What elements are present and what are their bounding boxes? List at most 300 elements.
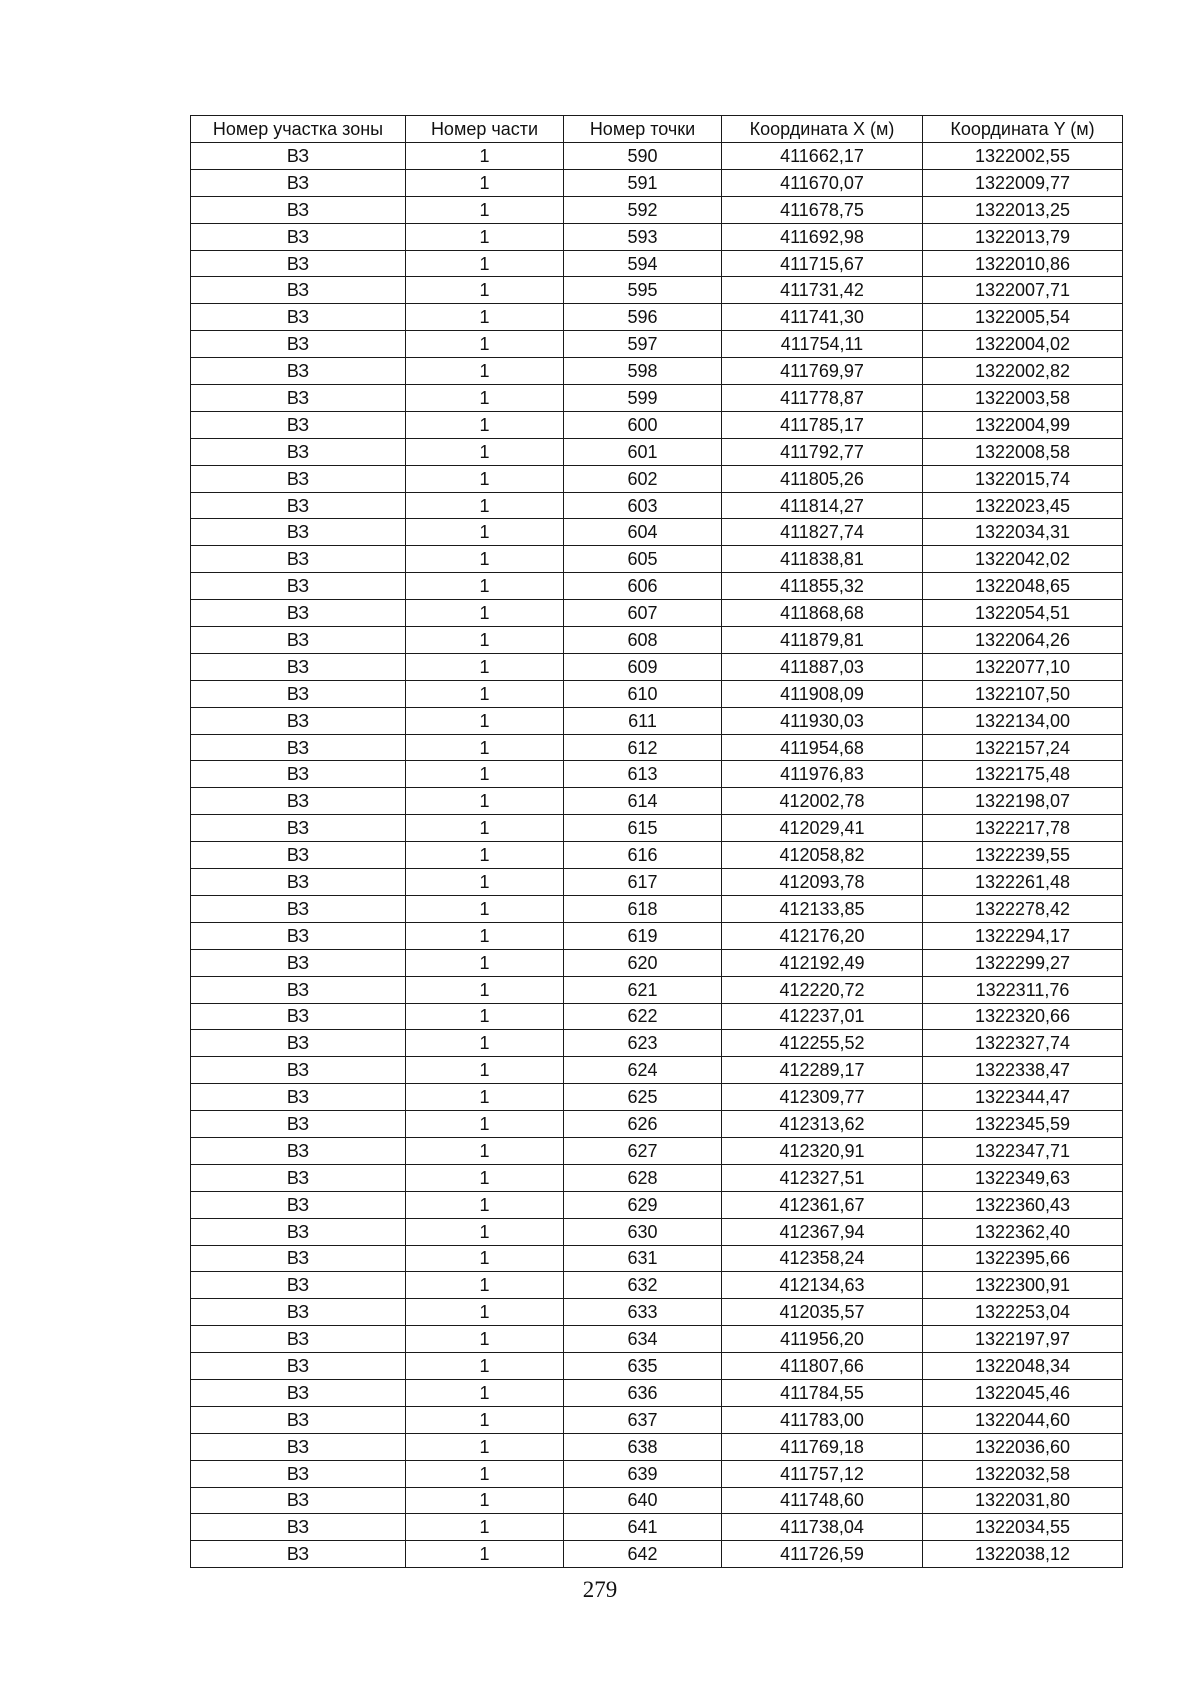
page-number: 279 — [582, 1577, 618, 1602]
point-number-cell: 609 — [564, 653, 722, 680]
coordinate-x-cell: 411731,42 — [722, 277, 923, 304]
part-number-cell: 1 — [406, 358, 564, 385]
coordinate-x-cell: 412367,94 — [722, 1218, 923, 1245]
zone-section-cell: ВЗ — [191, 815, 406, 842]
coordinate-x-cell: 412134,63 — [722, 1272, 923, 1299]
table-row — [191, 815, 1123, 842]
table-row — [191, 761, 1123, 788]
part-number-cell: 1 — [406, 1084, 564, 1111]
header-zone-section-number: Номер участка зоны — [191, 116, 406, 143]
part-number-cell: 1 — [406, 196, 564, 223]
coordinate-y-cell: 1322015,74 — [923, 465, 1123, 492]
table-row — [191, 1353, 1123, 1380]
zone-section-cell: ВЗ — [191, 1272, 406, 1299]
coordinate-x-cell: 411769,18 — [722, 1433, 923, 1460]
part-number-cell: 1 — [406, 815, 564, 842]
table-row — [191, 1514, 1123, 1541]
part-number-cell: 1 — [406, 707, 564, 734]
zone-section-cell: ВЗ — [191, 331, 406, 358]
zone-section-cell: ВЗ — [191, 949, 406, 976]
coordinates-table — [190, 115, 1123, 1568]
point-number-cell: 618 — [564, 895, 722, 922]
table-row — [191, 223, 1123, 250]
coordinate-x-cell: 411827,74 — [722, 519, 923, 546]
coordinate-y-cell: 1322261,48 — [923, 869, 1123, 896]
coordinate-x-cell: 411715,67 — [722, 250, 923, 277]
zone-section-cell: ВЗ — [191, 1111, 406, 1138]
coordinate-x-cell: 412313,62 — [722, 1111, 923, 1138]
point-number-cell: 597 — [564, 331, 722, 358]
point-number-cell: 611 — [564, 707, 722, 734]
table-row — [191, 1164, 1123, 1191]
table-row — [191, 196, 1123, 223]
coordinate-x-cell: 411930,03 — [722, 707, 923, 734]
coordinate-x-cell: 411769,97 — [722, 358, 923, 385]
zone-section-cell: ВЗ — [191, 546, 406, 573]
point-number-cell: 625 — [564, 1084, 722, 1111]
coordinate-x-cell: 411741,30 — [722, 304, 923, 331]
part-number-cell: 1 — [406, 385, 564, 412]
table-row — [191, 1057, 1123, 1084]
point-number-cell: 628 — [564, 1164, 722, 1191]
part-number-cell: 1 — [406, 1272, 564, 1299]
coordinate-y-cell: 1322157,24 — [923, 734, 1123, 761]
point-number-cell: 614 — [564, 788, 722, 815]
coordinate-y-cell: 1322239,55 — [923, 842, 1123, 869]
table-row — [191, 680, 1123, 707]
coordinate-x-cell: 412002,78 — [722, 788, 923, 815]
zone-section-cell: ВЗ — [191, 1460, 406, 1487]
coordinate-x-cell: 411805,26 — [722, 465, 923, 492]
part-number-cell: 1 — [406, 1245, 564, 1272]
coordinate-x-cell: 412058,82 — [722, 842, 923, 869]
table-row — [191, 707, 1123, 734]
coordinate-y-cell: 1322038,12 — [923, 1541, 1123, 1568]
header-coordinate-y: Координата Y (м) — [923, 116, 1123, 143]
coordinate-y-cell: 1322054,51 — [923, 600, 1123, 627]
table-row — [191, 842, 1123, 869]
point-number-cell: 623 — [564, 1030, 722, 1057]
table-row — [191, 438, 1123, 465]
part-number-cell: 1 — [406, 169, 564, 196]
zone-section-cell: ВЗ — [191, 680, 406, 707]
coordinate-x-cell: 412133,85 — [722, 895, 923, 922]
coordinate-y-cell: 1322013,79 — [923, 223, 1123, 250]
point-number-cell: 606 — [564, 573, 722, 600]
part-number-cell: 1 — [406, 1164, 564, 1191]
table-row — [191, 1084, 1123, 1111]
zone-section-cell: ВЗ — [191, 922, 406, 949]
coordinate-x-cell: 412309,77 — [722, 1084, 923, 1111]
part-number-cell: 1 — [406, 438, 564, 465]
point-number-cell: 591 — [564, 169, 722, 196]
coordinate-y-cell: 1322311,76 — [923, 976, 1123, 1003]
point-number-cell: 640 — [564, 1487, 722, 1514]
coordinate-x-cell: 412361,67 — [722, 1191, 923, 1218]
table-row — [191, 411, 1123, 438]
zone-section-cell: ВЗ — [191, 1514, 406, 1541]
part-number-cell: 1 — [406, 223, 564, 250]
table-row — [191, 358, 1123, 385]
zone-section-cell: ВЗ — [191, 1191, 406, 1218]
zone-section-cell: ВЗ — [191, 976, 406, 1003]
table-row — [191, 143, 1123, 170]
part-number-cell: 1 — [406, 1003, 564, 1030]
coordinate-y-cell: 1322064,26 — [923, 627, 1123, 654]
coordinate-x-cell: 411678,75 — [722, 196, 923, 223]
coordinate-x-cell: 411887,03 — [722, 653, 923, 680]
point-number-cell: 615 — [564, 815, 722, 842]
coordinate-y-cell: 1322013,25 — [923, 196, 1123, 223]
coordinate-x-cell: 412035,57 — [722, 1299, 923, 1326]
part-number-cell: 1 — [406, 895, 564, 922]
coordinate-y-cell: 1322005,54 — [923, 304, 1123, 331]
part-number-cell: 1 — [406, 304, 564, 331]
table-row — [191, 1245, 1123, 1272]
coordinate-y-cell: 1322004,99 — [923, 411, 1123, 438]
coordinate-y-cell: 1322036,60 — [923, 1433, 1123, 1460]
header-part-number: Номер части — [406, 116, 564, 143]
coordinate-y-cell: 1322023,45 — [923, 492, 1123, 519]
coordinate-y-cell: 1322045,46 — [923, 1379, 1123, 1406]
point-number-cell: 605 — [564, 546, 722, 573]
zone-section-cell: ВЗ — [191, 223, 406, 250]
zone-section-cell: ВЗ — [191, 895, 406, 922]
zone-section-cell: ВЗ — [191, 1433, 406, 1460]
table-row — [191, 1379, 1123, 1406]
table-row — [191, 277, 1123, 304]
coordinate-y-cell: 1322344,47 — [923, 1084, 1123, 1111]
part-number-cell: 1 — [406, 519, 564, 546]
zone-section-cell: ВЗ — [191, 653, 406, 680]
part-number-cell: 1 — [406, 331, 564, 358]
part-number-cell: 1 — [406, 1299, 564, 1326]
coordinate-y-cell: 1322010,86 — [923, 250, 1123, 277]
zone-section-cell: ВЗ — [191, 734, 406, 761]
part-number-cell: 1 — [406, 680, 564, 707]
coordinate-y-cell: 1322253,04 — [923, 1299, 1123, 1326]
table-row — [191, 1137, 1123, 1164]
table-row — [191, 1191, 1123, 1218]
coordinate-y-cell: 1322034,31 — [923, 519, 1123, 546]
coordinate-x-cell: 412176,20 — [722, 922, 923, 949]
table-row — [191, 1326, 1123, 1353]
zone-section-cell: ВЗ — [191, 1137, 406, 1164]
part-number-cell: 1 — [406, 1406, 564, 1433]
part-number-cell: 1 — [406, 922, 564, 949]
zone-section-cell: ВЗ — [191, 627, 406, 654]
zone-section-cell: ВЗ — [191, 358, 406, 385]
coordinate-x-cell: 411785,17 — [722, 411, 923, 438]
table-row — [191, 492, 1123, 519]
zone-section-cell: ВЗ — [191, 277, 406, 304]
coordinate-y-cell: 1322300,91 — [923, 1272, 1123, 1299]
coordinate-x-cell: 412220,72 — [722, 976, 923, 1003]
table-row — [191, 976, 1123, 1003]
coordinate-x-cell: 412192,49 — [722, 949, 923, 976]
zone-section-cell: ВЗ — [191, 869, 406, 896]
point-number-cell: 637 — [564, 1406, 722, 1433]
coordinate-x-cell: 411908,09 — [722, 680, 923, 707]
table-row — [191, 1487, 1123, 1514]
coordinate-y-cell: 1322042,02 — [923, 546, 1123, 573]
point-number-cell: 592 — [564, 196, 722, 223]
part-number-cell: 1 — [406, 411, 564, 438]
coordinate-x-cell: 411976,83 — [722, 761, 923, 788]
part-number-cell: 1 — [406, 1460, 564, 1487]
part-number-cell: 1 — [406, 600, 564, 627]
coordinate-x-cell: 411692,98 — [722, 223, 923, 250]
coordinate-y-cell: 1322197,97 — [923, 1326, 1123, 1353]
part-number-cell: 1 — [406, 1487, 564, 1514]
part-number-cell: 1 — [406, 1433, 564, 1460]
table-row — [191, 869, 1123, 896]
coordinate-x-cell: 411838,81 — [722, 546, 923, 573]
coordinate-y-cell: 1322294,17 — [923, 922, 1123, 949]
point-number-cell: 629 — [564, 1191, 722, 1218]
coordinate-y-cell: 1322004,02 — [923, 331, 1123, 358]
part-number-cell: 1 — [406, 1353, 564, 1380]
coordinate-x-cell: 411784,55 — [722, 1379, 923, 1406]
part-number-cell: 1 — [406, 573, 564, 600]
zone-section-cell: ВЗ — [191, 304, 406, 331]
point-number-cell: 627 — [564, 1137, 722, 1164]
coordinate-x-cell: 412029,41 — [722, 815, 923, 842]
coordinate-y-cell: 1322032,58 — [923, 1460, 1123, 1487]
point-number-cell: 631 — [564, 1245, 722, 1272]
coordinate-x-cell: 411670,07 — [722, 169, 923, 196]
coordinate-x-cell: 412255,52 — [722, 1030, 923, 1057]
zone-section-cell: ВЗ — [191, 438, 406, 465]
point-number-cell: 638 — [564, 1433, 722, 1460]
coordinate-y-cell: 1322044,60 — [923, 1406, 1123, 1433]
point-number-cell: 598 — [564, 358, 722, 385]
zone-section-cell: ВЗ — [191, 788, 406, 815]
point-number-cell: 608 — [564, 627, 722, 654]
part-number-cell: 1 — [406, 1541, 564, 1568]
coordinate-y-cell: 1322002,82 — [923, 358, 1123, 385]
zone-section-cell: ВЗ — [191, 1164, 406, 1191]
coordinate-x-cell: 411879,81 — [722, 627, 923, 654]
table-row — [191, 1272, 1123, 1299]
table-row — [191, 1460, 1123, 1487]
coordinate-y-cell: 1322175,48 — [923, 761, 1123, 788]
part-number-cell: 1 — [406, 976, 564, 1003]
coordinate-x-cell: 411814,27 — [722, 492, 923, 519]
table-row — [191, 169, 1123, 196]
part-number-cell: 1 — [406, 1111, 564, 1138]
document-sheet — [190, 115, 1122, 1568]
zone-section-cell: ВЗ — [191, 143, 406, 170]
table-row — [191, 304, 1123, 331]
zone-section-cell: ВЗ — [191, 1003, 406, 1030]
zone-section-cell: ВЗ — [191, 1245, 406, 1272]
coordinate-y-cell: 1322345,59 — [923, 1111, 1123, 1138]
coordinate-y-cell: 1322002,55 — [923, 143, 1123, 170]
coordinate-y-cell: 1322008,58 — [923, 438, 1123, 465]
coordinate-y-cell: 1322107,50 — [923, 680, 1123, 707]
point-number-cell: 626 — [564, 1111, 722, 1138]
coordinate-x-cell: 411954,68 — [722, 734, 923, 761]
coordinate-x-cell: 411726,59 — [722, 1541, 923, 1568]
zone-section-cell: ВЗ — [191, 1541, 406, 1568]
zone-section-cell: ВЗ — [191, 385, 406, 412]
coordinate-y-cell: 1322034,55 — [923, 1514, 1123, 1541]
coordinate-x-cell: 412093,78 — [722, 869, 923, 896]
coordinate-x-cell: 412320,91 — [722, 1137, 923, 1164]
point-number-cell: 635 — [564, 1353, 722, 1380]
table-row — [191, 949, 1123, 976]
table-row — [191, 788, 1123, 815]
coordinate-y-cell: 1322048,65 — [923, 573, 1123, 600]
zone-section-cell: ВЗ — [191, 1218, 406, 1245]
point-number-cell: 613 — [564, 761, 722, 788]
coordinate-y-cell: 1322003,58 — [923, 385, 1123, 412]
coordinate-y-cell: 1322299,27 — [923, 949, 1123, 976]
table-row — [191, 331, 1123, 358]
zone-section-cell: ВЗ — [191, 1030, 406, 1057]
table-row — [191, 1299, 1123, 1326]
zone-section-cell: ВЗ — [191, 761, 406, 788]
zone-section-cell: ВЗ — [191, 707, 406, 734]
point-number-cell: 634 — [564, 1326, 722, 1353]
point-number-cell: 595 — [564, 277, 722, 304]
table-row — [191, 385, 1123, 412]
coordinate-y-cell: 1322362,40 — [923, 1218, 1123, 1245]
zone-section-cell: ВЗ — [191, 519, 406, 546]
point-number-cell: 624 — [564, 1057, 722, 1084]
coordinate-x-cell: 412237,01 — [722, 1003, 923, 1030]
table-row — [191, 1111, 1123, 1138]
table-row — [191, 573, 1123, 600]
header-point-number: Номер точки — [564, 116, 722, 143]
coordinate-y-cell: 1322278,42 — [923, 895, 1123, 922]
part-number-cell: 1 — [406, 1379, 564, 1406]
coordinate-y-cell: 1322009,77 — [923, 169, 1123, 196]
part-number-cell: 1 — [406, 1137, 564, 1164]
part-number-cell: 1 — [406, 1030, 564, 1057]
coordinate-y-cell: 1322217,78 — [923, 815, 1123, 842]
point-number-cell: 630 — [564, 1218, 722, 1245]
coordinate-x-cell: 411754,11 — [722, 331, 923, 358]
coordinate-y-cell: 1322048,34 — [923, 1353, 1123, 1380]
point-number-cell: 600 — [564, 411, 722, 438]
table-row — [191, 1030, 1123, 1057]
table-row — [191, 600, 1123, 627]
table-row — [191, 1433, 1123, 1460]
zone-section-cell: ВЗ — [191, 411, 406, 438]
zone-section-cell: ВЗ — [191, 1487, 406, 1514]
part-number-cell: 1 — [406, 949, 564, 976]
part-number-cell: 1 — [406, 1514, 564, 1541]
coordinate-x-cell: 411855,32 — [722, 573, 923, 600]
zone-section-cell: ВЗ — [191, 573, 406, 600]
zone-section-cell: ВЗ — [191, 1057, 406, 1084]
zone-section-cell: ВЗ — [191, 1353, 406, 1380]
part-number-cell: 1 — [406, 842, 564, 869]
zone-section-cell: ВЗ — [191, 1326, 406, 1353]
point-number-cell: 601 — [564, 438, 722, 465]
part-number-cell: 1 — [406, 492, 564, 519]
coordinate-y-cell: 1322347,71 — [923, 1137, 1123, 1164]
part-number-cell: 1 — [406, 1191, 564, 1218]
part-number-cell: 1 — [406, 869, 564, 896]
part-number-cell: 1 — [406, 761, 564, 788]
zone-section-cell: ВЗ — [191, 1084, 406, 1111]
coordinate-x-cell: 411748,60 — [722, 1487, 923, 1514]
point-number-cell: 617 — [564, 869, 722, 896]
point-number-cell: 621 — [564, 976, 722, 1003]
coordinate-x-cell: 411778,87 — [722, 385, 923, 412]
point-number-cell: 612 — [564, 734, 722, 761]
point-number-cell: 633 — [564, 1299, 722, 1326]
coordinate-y-cell: 1322338,47 — [923, 1057, 1123, 1084]
table-row — [191, 465, 1123, 492]
coordinate-x-cell: 411757,12 — [722, 1460, 923, 1487]
coordinate-y-cell: 1322077,10 — [923, 653, 1123, 680]
point-number-cell: 594 — [564, 250, 722, 277]
part-number-cell: 1 — [406, 1218, 564, 1245]
coordinate-x-cell: 411662,17 — [722, 143, 923, 170]
point-number-cell: 641 — [564, 1514, 722, 1541]
point-number-cell: 604 — [564, 519, 722, 546]
coordinate-y-cell: 1322031,80 — [923, 1487, 1123, 1514]
table-row — [191, 1406, 1123, 1433]
coordinate-x-cell: 412289,17 — [722, 1057, 923, 1084]
coordinate-x-cell: 411868,68 — [722, 600, 923, 627]
zone-section-cell: ВЗ — [191, 1406, 406, 1433]
zone-section-cell: ВЗ — [191, 196, 406, 223]
table-row — [191, 519, 1123, 546]
table-row — [191, 1218, 1123, 1245]
part-number-cell: 1 — [406, 277, 564, 304]
header-coordinate-x: Координата X (м) — [722, 116, 923, 143]
zone-section-cell: ВЗ — [191, 1299, 406, 1326]
point-number-cell: 607 — [564, 600, 722, 627]
part-number-cell: 1 — [406, 1326, 564, 1353]
coordinate-x-cell: 411783,00 — [722, 1406, 923, 1433]
point-number-cell: 632 — [564, 1272, 722, 1299]
part-number-cell: 1 — [406, 143, 564, 170]
part-number-cell: 1 — [406, 734, 564, 761]
zone-section-cell: ВЗ — [191, 842, 406, 869]
point-number-cell: 620 — [564, 949, 722, 976]
point-number-cell: 599 — [564, 385, 722, 412]
coordinate-x-cell: 411807,66 — [722, 1353, 923, 1380]
coordinate-y-cell: 1322395,66 — [923, 1245, 1123, 1272]
coordinate-x-cell: 411956,20 — [722, 1326, 923, 1353]
part-number-cell: 1 — [406, 653, 564, 680]
point-number-cell: 590 — [564, 143, 722, 170]
table-row — [191, 1541, 1123, 1568]
table-row — [191, 627, 1123, 654]
coordinate-y-cell: 1322007,71 — [923, 277, 1123, 304]
table-row — [191, 734, 1123, 761]
point-number-cell: 642 — [564, 1541, 722, 1568]
coordinate-x-cell: 412358,24 — [722, 1245, 923, 1272]
table-row — [191, 653, 1123, 680]
point-number-cell: 616 — [564, 842, 722, 869]
point-number-cell: 603 — [564, 492, 722, 519]
table-row — [191, 250, 1123, 277]
part-number-cell: 1 — [406, 788, 564, 815]
point-number-cell: 593 — [564, 223, 722, 250]
zone-section-cell: ВЗ — [191, 1379, 406, 1406]
point-number-cell: 636 — [564, 1379, 722, 1406]
point-number-cell: 596 — [564, 304, 722, 331]
table-row — [191, 546, 1123, 573]
point-number-cell: 622 — [564, 1003, 722, 1030]
